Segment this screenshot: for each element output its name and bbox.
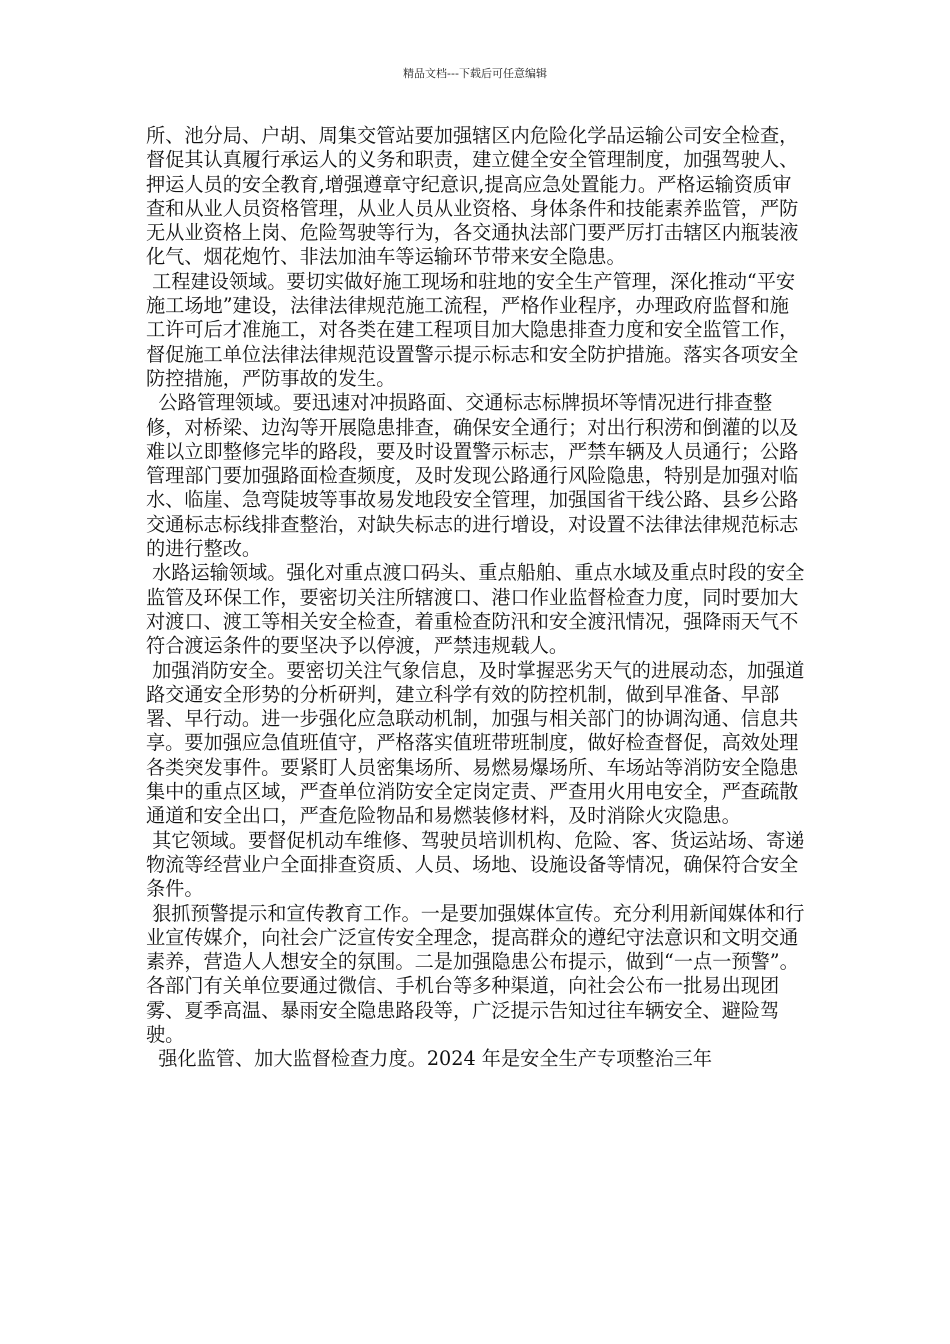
paragraph-waterway-transport: 水路运输领域。强化对重点渡口码头、重点船舶、重点水域及重点时段的安全监管及环保工作，要密切关注所辖渡口、港口作业监督检查力度，同时要加大对渡口、渡工等相关安全检查，着重检查防汛和安全渡汛情况，强降雨天气不符合渡运条件的要坚决予以停渡，严禁违规载人。 <box>146 561 805 658</box>
paragraph-highway-management: 公路管理领域。要迅速对冲损路面、交通标志标牌损坏等情况进行排查整修，对桥梁、边沟等开展隐患排查，确保安全通行；对出行积涝和倒灌的以及难以立即整修完毕的路段，要及时设置警示标志，严禁车辆及人员通行；公路管理部门要加强路面检查频度，及时发现公路通行风险隐患，特别是加强对临水、临崖、急弯陡坡等事故易发地段安全管理，加强国省干线公路、县乡公路交通标志标线排查整治，对缺失标志的进行增设，对设置不法律法律规范标志的进行整改。 <box>146 391 799 561</box>
paragraph-hazmat-transport: 所、池分局、户胡、周集交管站要加强辖区内危险化学品运输公司安全检查，督促其认真履行承运人的义务和职责，建立健全安全管理制度，加强驾驶人、押运人员的安全教育,增强遵章守纪意识,提高应急处置能力。严格运输资质审查和从业人员资格管理，从业人员从业资格、身体条件和技能素养监管，严防无从业资格上岗、危险驾驶等行为，各交通执法部门要严厉打击辖区内瓶装液化气、烟花炮竹、非法加油车等运输环节带来安全隐患。 <box>146 124 799 269</box>
paragraph-fire-safety: 加强消防安全。要密切关注气象信息，及时掌握恶劣天气的进展动态，加强道路交通安全形势的分析研判，建立科学有效的防控机制，做到早准备、早部署、早行动。进一步强化应急联动机制，加强与相关部门的协调沟通、信息共享。要加强应急值班值守，严格落实值班带班制度，做好检查督促，高效处理各类突发事件。要紧盯人员密集场所、易燃易爆场所、车场站等消防安全隐患集中的重点区域，严查单位消防安全定岗定责、严查用火用电安全，严查疏散通道和安全出口，严查危险物品和易燃装修材料，及时消除火灾隐患。 <box>146 658 805 828</box>
paragraph-other-fields: 其它领域。要督促机动车维修、驾驶员培训机构、危险、客、货运站场、寄递物流等经营业户全面排查资质、人员、场地、设施设备等情况，确保符合安全条件。 <box>146 828 805 901</box>
paragraph-supervision: 强化监管、加大监督检查力度。2024 年是安全生产专项整治三年 <box>146 1047 713 1071</box>
paragraph-construction: 工程建设领域。要切实做好施工现场和驻地的安全生产管理，深化推动“平安施工场地”建设，法律法律规范施工流程，严格作业程序，办理政府监督和施工许可后才准施工，对各类在建工程项目加大隐患排查力度和安全监管工作，督促施工单位法律法律规范设置警示提示标志和安全防护措施。落实各项安全防控措施，严防事故的发生。 <box>146 269 799 390</box>
paragraph-early-warning: 狠抓预警提示和宣传教育工作。一是要加强媒体宣传。充分利用新闻媒体和行业宣传媒介，向社会广泛宣传安全理念，提高群众的遵纪守法意识和文明交通素养，营造人人想安全的氛围。二是加强隐患公布提示，做到“一点一预警”。各部门有关单位要通过微信、手机台等多种渠道，向社会公布一批易出现团雾、夏季高温、暴雨安全隐患路段等，广泛提示告知过往车辆安全、避险驾驶。 <box>146 901 805 1046</box>
document-body <box>146 124 806 1072</box>
page-header: 精品文档---下载后可任意编辑 <box>403 67 547 80</box>
